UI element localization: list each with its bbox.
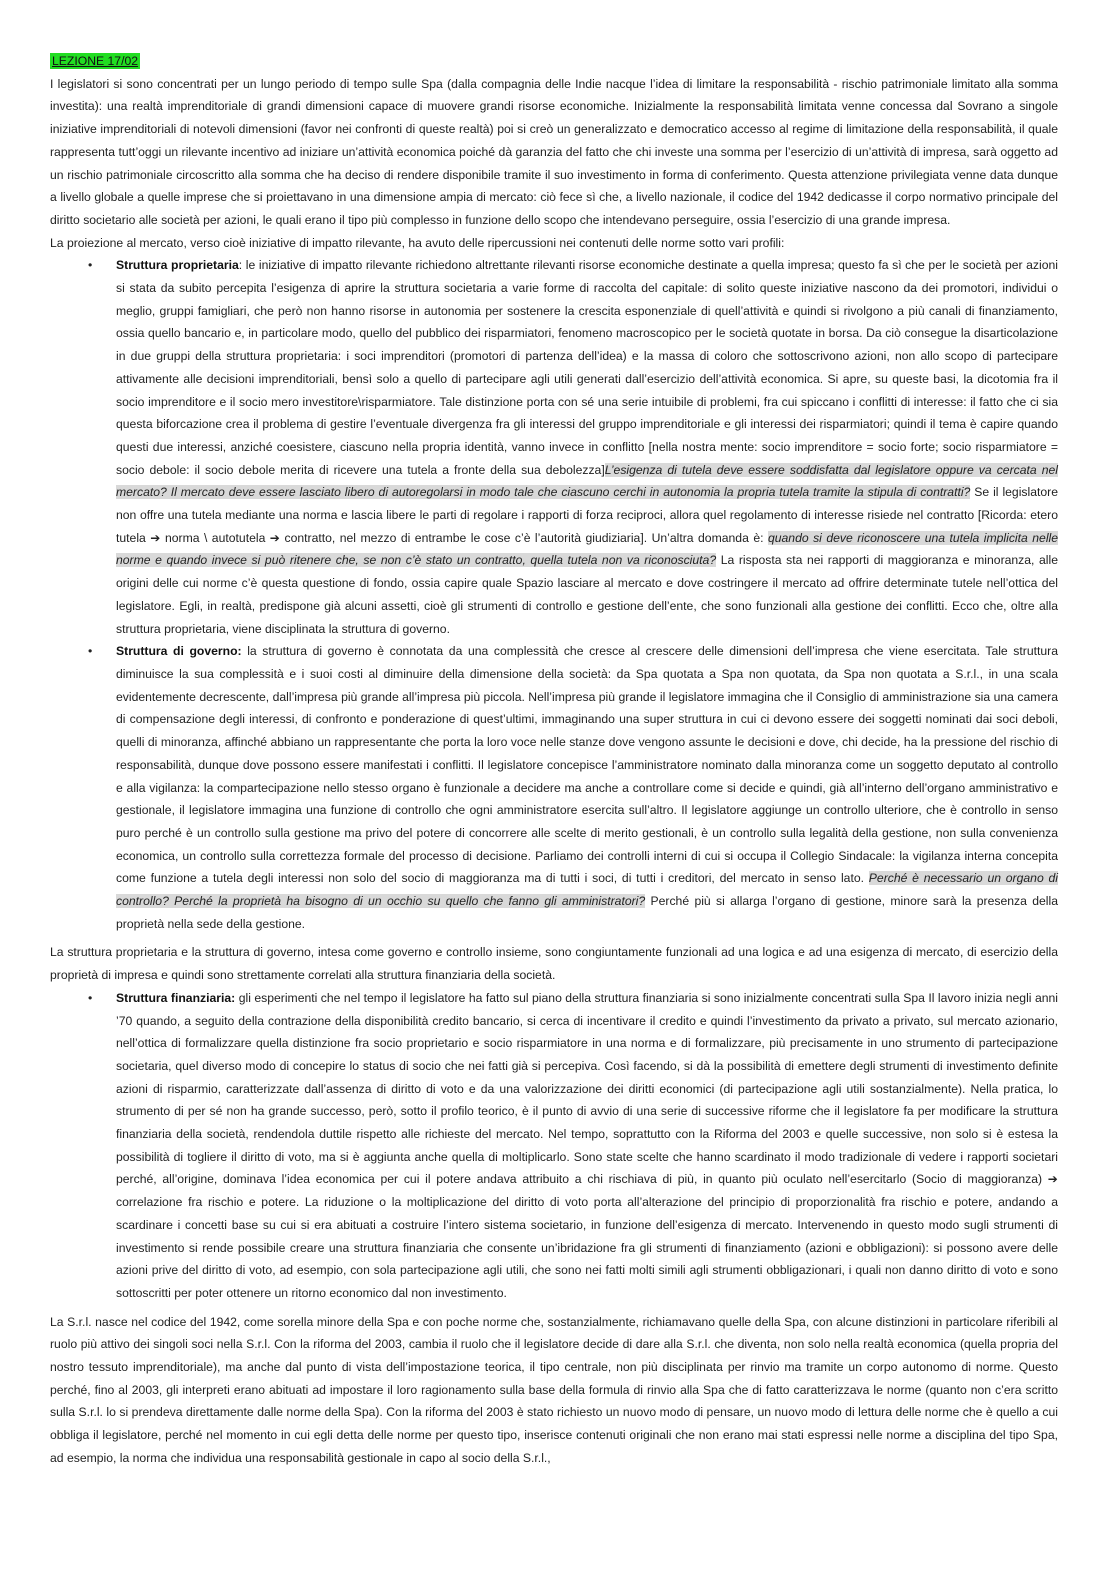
bullet-struttura-proprietaria: [50, 254, 1058, 640]
bullet-label: Struttura proprietaria: [116, 258, 239, 273]
bullet-text: gli esperimenti che nel tempo il legislatore ha fatto sul piano della struttura finanziaria si sono inizialmente concentrati sulla Spa Il lavoro inizia negli anni ’70 quando, a seguito della contrazione della disponibilità credito bancario, si cerca di incentivare il credito e quindi l’investimento da privato a privato, sul mercato azionario, nell’ottica di formalizzare quella distinzione fra socio proprietario e socio risparmiatore in una norma e di formalizzare, più precisamente in uno strumento di partecipazione societaria, quel diverso modo di concepire lo status di socio che nei fatti già si percepiva. Così facendo, si dà la possibilità di emettere degli strumenti di investimento definite azioni di risparmio, caratterizzate dall’assenza di diritto di voto e da una valorizzazione dei diritti economici (di partecipazione agli utili sostanzialmente). Nella pratica, lo strumento di per sé non ha grande successo, però, sotto il profilo teorico, è il punto di avvio di una serie di successive riforme che il legislatore fa per modificare la struttura finanziaria della società, rendendola duttile rispetto alle richieste del mercato. Nel tempo, soprattutto con la Riforma del 2003 e quelle successive, non solo si è estesa la possibilità di togliere il diritto di voto, ma si è aggiunta anche quella di moltiplicarlo. Sono state scelte che hanno scardinato il modo tradizionale di vedere i rapporti societari perché, all’origine, dominava l’idea economica per cui il potere andava attribuito a chi rischiava di più, in quanto più oculato nell’esercitarlo (Socio di maggioranza) ➔ correlazione fra rischio e potere. La riduzione o la moltiplicazione del diritto di voto porta all’alterazione del principio di proporzionalità fra rischio e potere, andando a scardinare i concetti base su cui si era abituati a costruire l’intero sistema societario, in funzione dell’esigenza di mercato. Intervenendo in questo modo sugli strumenti di investimento si rende possibile creare una struttura finanziaria che consente un’ibridazione fra gli strumenti di finanziamento (azioni e obbligazioni): si possono avere delle azioni prive del diritto di voto, ad esempio, con sola partecipazione agli utili, che sono nei fatti molti simili agli strumenti obbligazionari, i quali non danno diritto di voto e sono sottoscritti per poter ottenere un ritorno economico dal non investimento.: [116, 990, 1058, 1300]
bullet-text: Perché più si allarga l’organo di gestione, minore sarà la presenza della proprietà nella sede della gestione.: [116, 894, 1058, 931]
bullet-text: : le iniziative di impatto rilevante richiedono altrettante rilevanti risorse economiche destinate a quella impresa; questo fa sì che per le società per azioni si stata da subito percepita l’esigenza di aprire la struttura societaria a varie forme di raccolta del capitale: di solito queste iniziative nascono da dei promotori, individui o meglio, gruppi famigliari, che però non hanno risorse in autonomia per sostenere la crescita esponenziale di quell’attività e quindi si rivolgono a più canali di finanziamento, ossia quello bancario e, in particolare modo, quello del pubblico dei risparmiatori, fenomeno macroscopico per le società quotate in borsa. Da ciò consegue la disarticolazione in due gruppi della struttura proprietaria: i soci imprenditori (promotori di partenza dell’idea) e la massa di coloro che sottoscrivono azioni, non allo scopo di partecipare attivamente alle decisioni imprenditoriali, bensì solo a quello di partecipare agli utili generati dall’esercizio dell’attività economica. Si apre, su queste basi, la dicotomia fra il socio imprenditore e il socio mero investitore\risparmiatore. Tale distinzione porta con sé una serie intuibile di problemi, fra cui spiccano i conflitti di interesse: il fatto che ci sia questa biforcazione crea il problema di gestire l’eventuale divergenza fra gli interessi del gruppo imprenditoriale e gli interessi dei risparmiatori; quindi il tema è capire quando questi due interessi, anziché coesistere, ciascuno nella propria identità, vanno invece in conflitto [nella nostra mente: socio imprenditore = socio forte; socio risparmiatore = socio debole: il socio debole merita di ricevere una tutela a fronte della sua debolezza]: [116, 258, 1058, 477]
highlighted-question: quando si deve riconoscere una tutela implicita nelle norme e quando invece si può ritenere che, se non c’è stato un contratto, quella tutela non va riconosciuta?: [116, 530, 1059, 568]
highlighted-question: Perché è necessario un organo di controllo? Perché la proprietà ha bisogno di un occhio su quello che fanno gli amministratori?: [116, 871, 1058, 909]
heading-text: LEZIONE 17/02: [52, 54, 139, 68]
bullet-icon: •: [88, 990, 93, 1005]
bullet-text: Se il legislatore non offre una tutela mediante una norma e lascia libere le parti di regolare i rapporti di forza reciproci, allora quel regolamento di interesse risiede nel contratto [Ricorda: etero tutela ➔ norma \ autotutela ➔ contratto, nel mezzo di entrambe le cose c’è l’autorità giudiziaria]. Un’altra domanda è:: [116, 485, 1058, 545]
lesson-heading: [50, 50, 1058, 73]
bullet-text: la struttura di governo è connotata da una complessità che cresce al crescere delle dimensioni dell’impresa che viene esercitata. Tale struttura diminuisce la sua complessità e i suoi costi al diminuire della dimensione della società: da Spa quotata a Spa non quotata, da Spa non quotata a S.r.l., in una scala evidentemente decrescente, dall’impresa più grande all’impresa più piccola. Nell’impresa più grande il legislatore immagina che il Consiglio di amministrazione sia una camera di compensazione degli interessi, di confronto e ponderazione di quest’ultimi, immaginando una super struttura in cui ci devono essere dei soggetti nominati dai soci deboli, quelli di minoranza, affinché abbiano un rappresentante che porta la loro voce nelle stanze dove vengono assunte le decisioni e dove, chi decide, ha la pressione del rischio di responsabilità, dunque dove possono essere manifestati i conflitti. Il legislatore concepisce l’amministratore nominato dalla minoranza come un soggetto deputato al controllo e alla vigilanza: la compartecipazione nello stesso organo è funzionale a decidere ma anche a controllare come si decide e quindi, già all’interno dell’organo amministrativo e gestionale, il legislatore immagina una funzione di controllo che ogni amministratore esercita sull’altro. Il legislatore aggiunge un controllo ulteriore, che è controllo in senso puro perché è un controllo sulla gestione ma privo del potere di concorrere alle scelte di merito gestionali, è un controllo sulla legalità della gestione, non sulla convenienza economica, un controllo sulla correttezza formale del processo di decisione. Parliamo dei controlli interni di cui si occupa il Collegio Sindacale: la vigilanza interna concepita come funzione a tutela degli interessi non solo del socio di maggioranza ma di tutti i soci, di tutti i creditori, del mercato in senso lato.: [116, 644, 1059, 886]
paragraph-intro: I legislatori si sono concentrati per un lungo periodo di tempo sulle Spa (dalla compagnia delle Indie nacque l’idea di limitare la responsabilità - rischio patrimoniale limitato alla somma investita): una realtà imprenditoriale di grandi dimensioni capace di muovere grandi risorse economiche. Inizialmente la responsabilità limitata venne concessa dal Sovrano a singole iniziative imprenditoriali di notevoli dimensioni (favor nei confronti di queste realtà) poi si creò un generalizzato e democratico accesso al regime di limitazione della responsabilità, il quale rappresenta tutt’oggi un rilevante incentivo ad iniziare un’attività economica poiché dà garanzia del fatto che chi investe una somma per l’esercizio di un’attività di impresa, sarà oggetto ad un rischio patrimoniale circoscritto alla somma che ha deciso di rendere disponibile tramite il suo investimento in forma di conferimento. Questa attenzione privilegiata venne data dunque a livello globale a quelle imprese che si proiettavano in una dimensione ampia di mercato: ciò fece sì che, a livello nazionale, il codice del 1942 dedicasse il corpo normativo principale del diritto societario alle società per azioni, le quali erano il tipo più complesso in funzione dello scopo che intendevano perseguire, ossia l’esercizio di una grande impresa.: [50, 76, 1058, 227]
bullet-icon: •: [88, 644, 93, 659]
bullet-struttura-finanziaria: [50, 987, 1058, 1305]
bullet-label: Struttura finanziaria:: [116, 990, 236, 1005]
paragraph-srl: La S.r.l. nasce nel codice del 1942, come sorella minore della Spa e con poche norme che, sostanzialmente, richiamavano quelle della Spa, con alcune distinzioni in particolare riferibili al ruolo più attivo dei singoli soci nella S.r.l. Con la riforma del 2003, cambia il ruolo che il legislatore decide di dare alla S.r.l. che diventa, non solo nella realtà economica (quella propria del nostro tessuto imprenditoriale), ma anche dal punto di vista dell’impostazione teorica, il tipo centrale, non più disciplinata per rinvio ma tramite un corpo autonomo di norme. Questo perché, fino al 2003, gli interpreti erano abituati ad impostare il loro ragionamento sulla base della formula di rinvio alla Spa che di fatto caratterizzava le norme (quanto non c’era scritto sulla S.r.l. lo si prendeva direttamente dalle norme della Spa). Con la riforma del 2003 è stato richiesto un nuovo modo di pensare, un nuovo modo di lettura delle norme che è quello a cui obbliga il legislatore, perché nel momento in cui egli detta delle norme per questo tipo, inserisce contenuti originali che non erano mai stati espressi nelle norme a disciplina del tipo Spa, ad esempio, la norma che individua una responsabilità gestionale in capo al socio della S.r.l.,: [50, 1314, 1058, 1465]
highlighted-question: L’esigenza di tutela deve essere soddisfatta dal legislatore oppure va cercata nel mercato? Il mercato deve essere lasciato libero di autoregolarsi in modo tale che ciascuno cerchi in autonomia la propria tutela tramite la stipula di contratti?: [116, 462, 1058, 500]
bullet-struttura-governo: [50, 640, 1058, 935]
paragraph-profiles: La proiezione al mercato, verso cioè iniziative di impatto rilevante, ha avuto delle ripercussioni nei contenuti delle norme sotto vari profili:: [50, 235, 785, 250]
bullet-icon: •: [88, 258, 93, 273]
paragraph-correlation: La struttura proprietaria e la struttura di governo, intesa come governo e controllo insieme, sono congiuntamente funzionali ad una logica e ad una esigenza di mercato, di esercizio della proprietà di impresa e quindi sono strettamente correlati alla struttura finanziaria della società.: [50, 945, 1058, 983]
bullet-label: Struttura di governo:: [116, 644, 242, 659]
document-page: [50, 50, 1058, 1470]
bullet-text: La risposta sta nei rapporti di maggioranza e minoranza, alle origini delle cui norme c’è questa questione di fondo, ossia capire quale Spazio lasciare al mercato e dove costringere il mercato ad offrire determinate tutele nell’ottica del legislatore. Egli, in realtà, predispone già alcuni assetti, cioè gli strumenti di controllo e gestione dell’ente, che sono funzionali alla gestione dei conflitti. Ecco che, oltre alla struttura proprietaria, viene disciplinata la struttura di governo.: [116, 553, 1058, 636]
